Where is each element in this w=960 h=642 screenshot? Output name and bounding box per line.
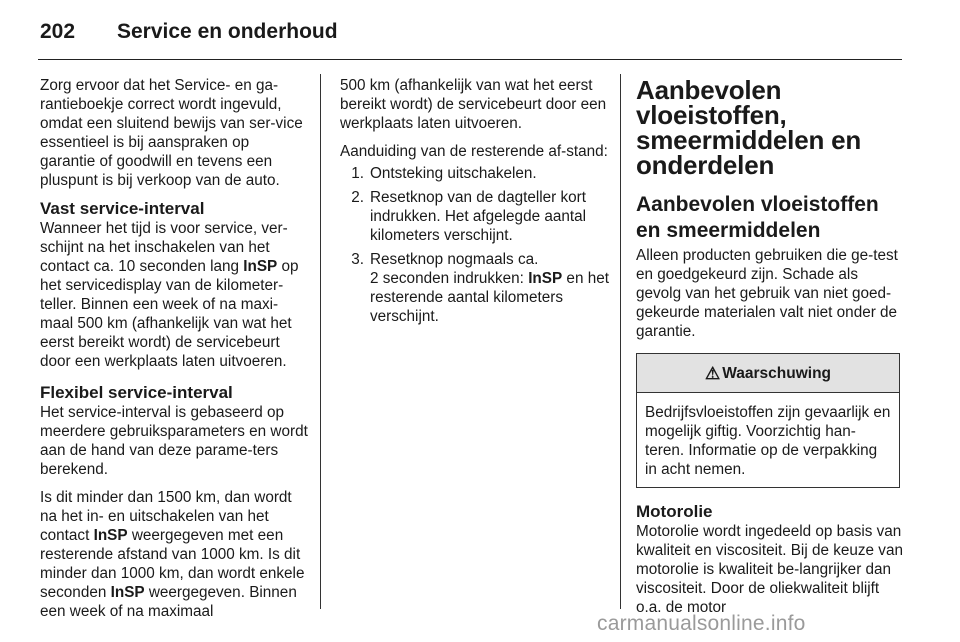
insp-code: InSP bbox=[93, 527, 128, 544]
column-1 bbox=[40, 76, 308, 630]
steps-list bbox=[340, 164, 612, 326]
text-run: op het servicedisplay van de kilometer-teller. Binnen een week of na maxi-maal 500 km (afhankelijk van wat het eerst bereikt wordt) de servicebeurt door een werkplaats laten uitvoeren. bbox=[40, 258, 299, 370]
aanduiding-paragraph: Aanduiding van de resterende af-stand: bbox=[340, 143, 608, 160]
list-item bbox=[340, 250, 612, 326]
header-rule bbox=[38, 59, 902, 60]
list-item bbox=[340, 188, 612, 245]
step-text bbox=[370, 250, 612, 326]
warning-triangle-icon: ⚠ bbox=[704, 363, 721, 383]
section-heading-motorolie: Motorolie bbox=[636, 502, 713, 521]
section-heading-vast: Vast service-interval bbox=[40, 199, 205, 218]
motorolie-paragraph: Motorolie wordt ingedeeld op basis van kwaliteit en viscositeit. Bij de keuze van motorolie is kwaliteit be-langrijker dan viscositeit. Door de oliekwaliteit blijft o.a. de motor bbox=[636, 523, 903, 616]
insp-code: InSP bbox=[110, 584, 145, 601]
flex-paragraph: Het service-interval is gebaseerd op meerdere gebruiksparameters en wordt aan de hand van deze parame-ters berekend. bbox=[40, 404, 308, 478]
text-run: Is dit minder dan 1500 km, dan wordt na het in- en uitschakelen van het contact bbox=[40, 489, 292, 544]
insp-code: InSP bbox=[528, 270, 563, 287]
column-divider-1 bbox=[320, 74, 321, 609]
step-text: Resetknop van de dagteller kort indrukken. Het afgelegde aantal kilometers verschijnt. bbox=[370, 189, 587, 244]
section-heading-flexibel: Flexibel service-interval bbox=[40, 383, 233, 402]
main-heading: Aanbevolen vloeistoffen, smeermiddelen en onderdelen bbox=[636, 75, 862, 180]
text-run: weergegeven met een resterende afstand van 1000 km. Is dit minder dan 1000 km, dan wordt enkele seconden bbox=[40, 527, 305, 601]
text-run: 2 seconden indrukken: bbox=[370, 270, 529, 287]
column-3 bbox=[636, 76, 904, 626]
insp-code: InSP bbox=[243, 258, 278, 275]
step-number: 3. bbox=[351, 251, 364, 268]
step-number: 2. bbox=[351, 189, 364, 206]
page-title: Service en onderhoud bbox=[117, 20, 338, 43]
sub-heading: Aanbevolen vloeistoffen en smeermiddelen bbox=[636, 193, 879, 242]
vast-paragraph bbox=[40, 219, 308, 371]
warning-title: Waarschuwing bbox=[722, 364, 832, 382]
column-divider-2 bbox=[620, 74, 621, 609]
products-paragraph: Alleen producten gebruiken die ge-test en goedgekeurd zijn. Schade als gevolg van het gebruik van niet goed-gekeurde materialen valt niet onder de garantie. bbox=[636, 247, 898, 340]
continued-paragraph: 500 km (afhankelijk van wat het eerst bereikt wordt) de servicebeurt door een werkplaats laten uitvoeren. bbox=[340, 77, 607, 132]
list-item bbox=[340, 164, 612, 183]
column-2 bbox=[340, 76, 612, 331]
warning-box bbox=[636, 353, 900, 488]
text-run: Wanneer het tijd is voor service, ver-schijnt na het inschakelen van het contact ca. 10 seconden lang bbox=[40, 220, 288, 275]
watermark: carmanualsonline.info bbox=[597, 612, 806, 635]
text-run: weergegeven. Binnen een week of na maximaal bbox=[40, 584, 297, 620]
step-text: Ontsteking uitschakelen. bbox=[370, 165, 537, 182]
step-number: 1. bbox=[351, 165, 364, 182]
warning-header bbox=[637, 354, 899, 393]
page-header bbox=[40, 12, 338, 52]
intro-paragraph: Zorg ervoor dat het Service- en ga-rantieboekje correct wordt ingevuld, omdat een sluitend bewijs van ser-vice essentieel is bij aanspraken op garantie of goodwill en tevens een pluspunt is bij verkoop van de auto. bbox=[40, 77, 303, 189]
flex-paragraph-2 bbox=[40, 488, 308, 621]
text-run: Resetknop nogmaals ca. bbox=[370, 251, 539, 268]
page-number: 202 bbox=[40, 20, 76, 43]
text-run: en het resterende aantal kilometers verschijnt. bbox=[370, 270, 609, 325]
warning-text: Bedrijfsvloeistoffen zijn gevaarlijk en mogelijk giftig. Voorzichtig han-teren. Informatie op de verpakking in acht nemen. bbox=[645, 404, 891, 478]
